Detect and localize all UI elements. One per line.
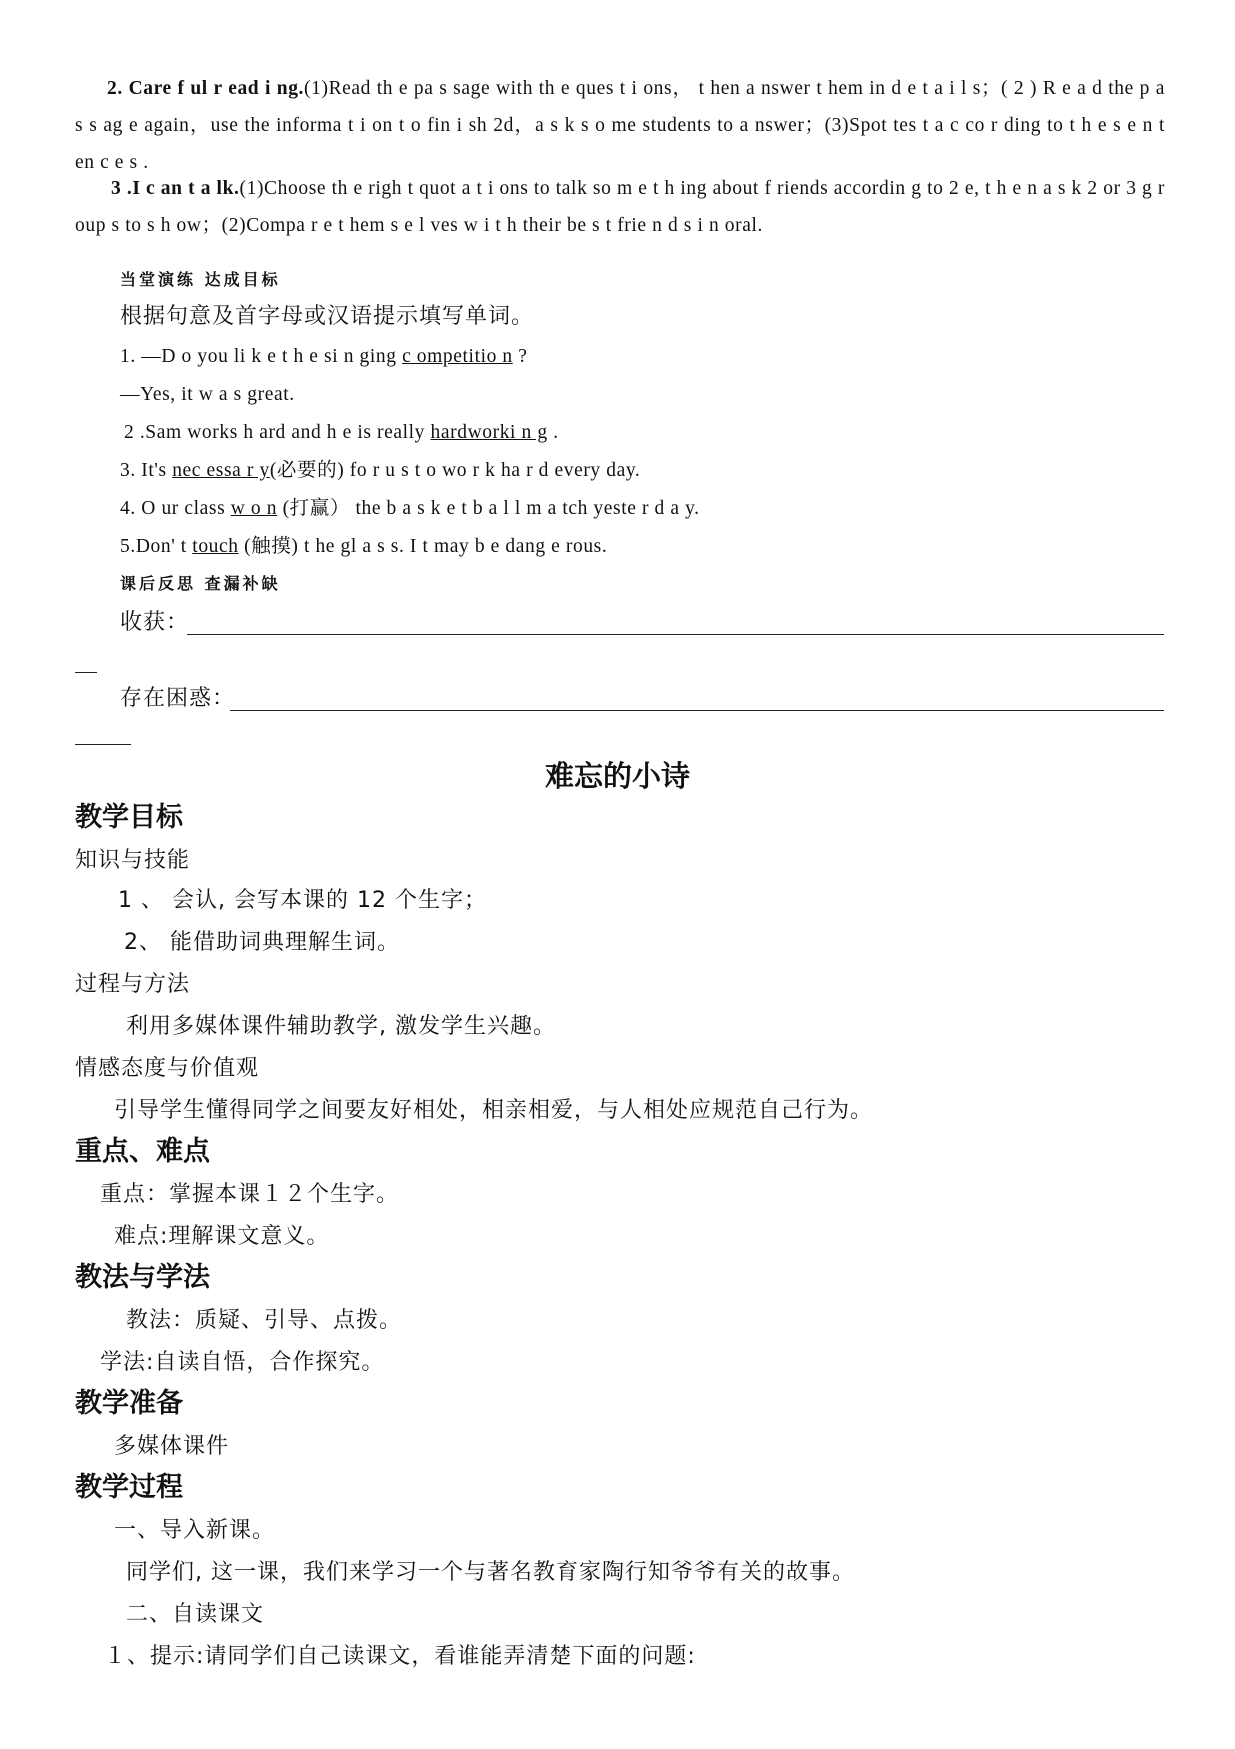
question-3-suffix: (必要的) fo r u s t o wo r k ha r d every day. [269, 460, 641, 481]
preparation-text: 多媒体课件 [114, 1434, 230, 1459]
question-2 [124, 419, 1214, 447]
question-5-suffix: (触摸) t he gl a s s. I t may b e dang e rous. [238, 536, 608, 557]
confusion-blank-line-wrap [75, 744, 131, 745]
careful-reading-label: 2. Care f ul r ead i ng. [107, 78, 305, 99]
methods-heading: 教法与学法 [75, 1262, 210, 1293]
question-4-answer: w o n [230, 498, 278, 519]
question-4 [120, 495, 1210, 523]
step-1-text: 同学们, 这一课，我们来学习一个与著名教育家陶行知爷爷有关的故事。 [126, 1560, 855, 1585]
question-4-prefix: 4. O ur class [120, 498, 231, 519]
i-can-talk-paragraph [75, 170, 1165, 244]
key-point: 重点：掌握本课１２个生字。 [100, 1182, 400, 1207]
goal-1: 1 、 会认, 会写本课的 12 个生字； [118, 888, 487, 913]
question-2-suffix: . [547, 422, 559, 443]
i-can-talk-label: 3 .I c an t a lk. [111, 178, 240, 199]
i-can-talk-text: (1)Choose th e righ t quot a t i ons to talk so m e t h ing about f riends accordin g to 2 e, t h e n a s k 2 or 3 g r oup s to s h ow；(2)Compa r e t hem s e l ves w i t h their be s t frie n d s i n oral. [75, 178, 1165, 236]
question-2-answer: hardworki n g [430, 422, 548, 443]
preparation-heading: 教学准备 [75, 1388, 183, 1419]
careful-reading-text: (1)Read th e pa s sage with th e ques t i ons， t hen a nswer t hem in d e t a i l s；( 2 ) R e a d the p a s s ag e again，use the informa t i on t o fin i sh 2d，a s k s o me students to a nswer；(3)Spot tes t a c co r ding to t h e s e n t en c e s . [75, 78, 1165, 173]
question-3-prefix: 3. It's [120, 460, 173, 481]
question-1 [120, 343, 1210, 371]
gain-blank-line [187, 634, 1164, 635]
teaching-method: 教法：质疑、引导、点拨。 [126, 1308, 403, 1333]
step-1: 一、导入新课。 [114, 1518, 276, 1543]
practice-section-title: 当堂演练 达成目标 [120, 270, 281, 289]
question-3-answer: nec essa r y [172, 460, 270, 481]
procedure-heading: 教学过程 [75, 1472, 183, 1503]
lesson-title: 难忘的小诗 [544, 759, 690, 793]
key-points-heading: 重点、难点 [75, 1136, 210, 1167]
question-5-prefix: 5.Don' t [120, 536, 193, 557]
reflection-section-title: 课后反思 查漏补缺 [120, 574, 281, 593]
question-3 [120, 457, 1210, 485]
step-2: 二、自读课文 [126, 1602, 265, 1627]
question-1-reply: —Yes, it w a s great. [120, 384, 295, 405]
step-2-item-1: １、提示:请同学们自己读课文，看谁能弄清楚下面的问题: [104, 1644, 696, 1669]
process-heading: 过程与方法 [75, 972, 191, 997]
goals-heading: 教学目标 [75, 802, 183, 833]
difficult-point: 难点:理解课文意义。 [114, 1224, 330, 1249]
question-1-prefix: 1. —D o you li k e t h e si n ging [120, 346, 403, 367]
question-4-suffix: (打赢） the b a s k e t b a l l m a tch yeste r d a y. [277, 498, 700, 519]
gain-label: 收获： [120, 610, 190, 635]
question-2-prefix: 2 .Sam works h ard and h e is really [124, 422, 431, 443]
question-1-suffix: ? [512, 346, 528, 367]
confusion-blank-line [230, 710, 1164, 711]
knowledge-heading: 知识与技能 [75, 848, 191, 873]
learning-method: 学法:自读自悟，合作探究。 [100, 1350, 385, 1375]
gain-blank-line-wrap [75, 672, 97, 673]
emotion-heading: 情感态度与价值观 [75, 1056, 260, 1081]
confusion-label: 存在困惑： [120, 686, 236, 711]
question-1-answer: c ompetitio n [402, 346, 513, 367]
practice-instruction: 根据句意及首字母或汉语提示填写单词。 [120, 304, 535, 329]
question-5-answer: touch [192, 536, 239, 557]
process-text: 利用多媒体课件辅助教学, 激发学生兴趣。 [126, 1014, 556, 1039]
goal-2: 2、 能借助词典理解生词。 [124, 930, 400, 955]
careful-reading-paragraph [75, 70, 1165, 181]
question-5 [120, 533, 1210, 561]
emotion-text: 引导学生懂得同学之间要友好相处，相亲相爱，与人相处应规范自己行为。 [114, 1098, 874, 1123]
